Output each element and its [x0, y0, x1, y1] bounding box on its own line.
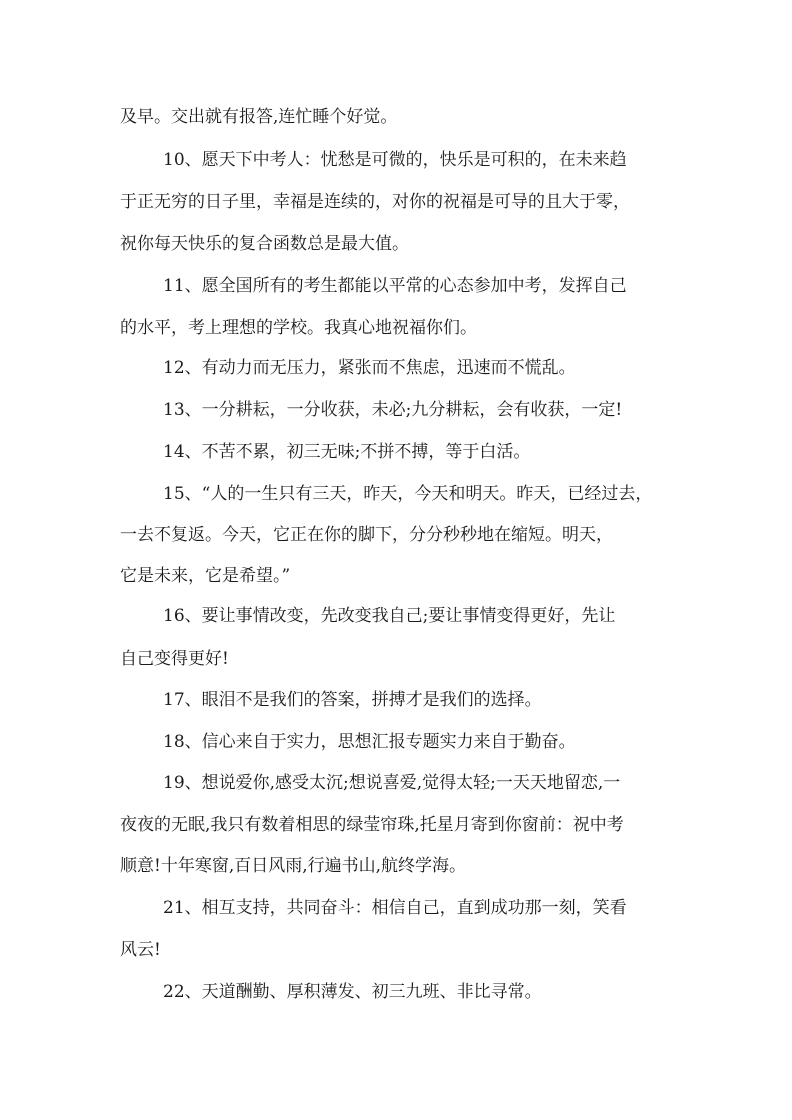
text-line: 16、要让事情改变，先改变我自己;要让事情变得更好，先让	[163, 606, 616, 626]
text-line: 11、愿全国所有的考生都能以平常的心态参加中考，发挥自己	[163, 276, 627, 296]
text-line: 及早。交出就有报答,连忙睡个好觉。	[120, 107, 398, 127]
text-line: 22、天道酬勤、厚积薄发、初三九班、非比寻常。	[163, 982, 542, 1002]
text-line: 一去不复返。今天，它正在你的脚下，分分秒秒地在缩短。明天，	[120, 525, 613, 545]
text-line: 14、不苦不累，初三无味;不拼不搏，等于白活。	[163, 442, 531, 462]
text-line: 于正无穷的日子里，幸福是连续的，对你的祝福是可导的且大于零，	[120, 192, 630, 212]
text-line: 它是未来，它是希望。”	[120, 566, 291, 586]
text-line: 13、一分耕耘，一分收获，未必;九分耕耘，会有收获，一定!	[163, 400, 623, 420]
text-line: 15、“人的一生只有三天，昨天，今天和明天。昨天，已经过去，	[163, 484, 653, 504]
text-line: 风云!	[120, 940, 161, 960]
text-line: 祝你每天快乐的复合函数总是最大值。	[120, 234, 409, 254]
text-line: 10、愿天下中考人：忧愁是可微的，快乐是可积的，在未来趋	[163, 150, 627, 170]
text-line: 顺意!十年寒窗,百日风雨,行遍书山,航终学海。	[120, 856, 467, 876]
text-line: 17、眼泪不是我们的答案，拼搏才是我们的选择。	[163, 690, 542, 710]
text-line: 18、信心来自于实力，思想汇报专题实力来自于勤奋。	[163, 732, 576, 752]
text-line: 的水平，考上理想的学校。我真心地祝福你们。	[120, 318, 477, 338]
text-line: 19、想说爱你,感受太沉;想说喜爱,觉得太轻;一天天地留恋,一	[163, 773, 621, 793]
text-line: 夜夜的无眠,我只有数着相思的绿莹帘珠,托星月寄到你窗前：祝中考	[120, 815, 624, 835]
text-line: 12、有动力而无压力，紧张而不焦虑，迅速而不慌乱。	[163, 358, 576, 378]
text-line: 21、相互支持，共同奋斗：相信自己，直到成功那一刻，笑看	[163, 898, 627, 918]
text-line: 自己变得更好!	[120, 649, 229, 669]
